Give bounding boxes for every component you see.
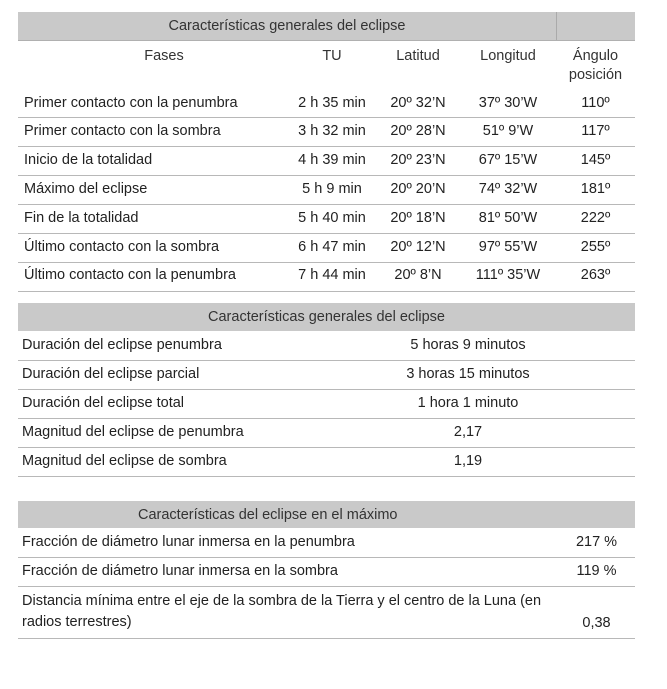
phase-name: Primer contacto con la sombra [24, 123, 221, 139]
table-row [18, 89, 635, 118]
phase-latitude: 20º 8’N [394, 267, 442, 283]
duration-value: 3 horas 15 minutos [406, 366, 530, 382]
header-longitude: Longitud [480, 48, 536, 64]
duration-label: Duración del eclipse parcial [22, 366, 200, 382]
phase-latitude: 20º 20’N [390, 181, 446, 197]
fraction-value: 119 % [576, 563, 617, 579]
phase-angle: 117º [581, 123, 610, 139]
fraction-label: Fracción de diámetro lunar inmersa en la penumbra [22, 534, 355, 550]
phase-latitude: 20º 32’N [390, 95, 446, 111]
duration-label: Duración del eclipse penumbra [22, 337, 222, 353]
phase-angle: 222º [580, 210, 611, 226]
table-row [18, 147, 635, 176]
duration-label: Duración del eclipse total [22, 395, 185, 411]
table-row [18, 390, 635, 419]
phase-name: Primer contacto con la penumbra [24, 95, 238, 111]
phase-latitude: 20º 12’N [390, 239, 446, 255]
phase-angle: 255º [580, 239, 611, 255]
phase-angle: 145º [580, 152, 611, 168]
phase-longitude: 37º 30’W [478, 95, 538, 111]
magnitude-value: 2,17 [453, 424, 483, 440]
header-latitude: Latitud [396, 48, 440, 64]
phase-latitude: 20º 28’N [390, 123, 446, 139]
table-row [18, 558, 635, 587]
table2-title: Características generales del eclipse [208, 309, 445, 325]
table1-title-band [18, 12, 635, 41]
phase-name: Último contacto con la sombra [24, 239, 220, 255]
phase-longitude: 111º 35’W [475, 267, 541, 283]
header-angle-line2: posición [568, 67, 623, 83]
header-angle-line1: Ángulo [572, 48, 619, 64]
table-row [18, 205, 635, 234]
table2-title-band [18, 303, 635, 331]
table-row [18, 529, 635, 558]
table-row [18, 587, 635, 639]
table1-header [18, 47, 635, 89]
table3-title: Características del eclipse en el máximo [138, 506, 398, 523]
phase-name: Máximo del eclipse [24, 181, 148, 197]
table3-title-band [18, 501, 635, 528]
magnitude-value: 1,19 [453, 453, 483, 469]
fraction-label: Fracción de diámetro lunar inmersa en la sombra [22, 563, 338, 579]
header-phases: Fases [144, 48, 184, 64]
phase-tu: 6 h 47 min [298, 239, 366, 255]
magnitude-label: Magnitud del eclipse de sombra [22, 453, 227, 469]
table1-title: Características generales del eclipse [168, 18, 406, 34]
phase-longitude: 51º 9’W [482, 123, 534, 139]
table-row [18, 118, 635, 147]
fraction-value: 217 % [575, 534, 618, 550]
phase-name: Fin de la totalidad [24, 210, 139, 226]
phase-tu: 5 h 9 min [302, 181, 362, 197]
table-row [18, 419, 635, 448]
magnitude-label: Magnitud del eclipse de penumbra [22, 424, 244, 440]
table1-title-divider [556, 12, 557, 40]
phase-angle: 181º [580, 181, 611, 197]
phase-tu: 2 h 35 min [298, 95, 366, 111]
table-row [18, 332, 635, 361]
phase-longitude: 74º 32’W [478, 181, 538, 197]
phase-tu: 5 h 40 min [298, 210, 366, 226]
phase-name: Inicio de la totalidad [24, 152, 153, 168]
distance-value: 0,38 [582, 615, 611, 631]
phase-tu: 4 h 39 min [298, 152, 366, 168]
phase-latitude: 20º 18’N [390, 210, 446, 226]
duration-value: 1 hora 1 minuto [417, 395, 519, 411]
table-row [18, 234, 635, 263]
phase-longitude: 81º 50’W [478, 210, 538, 226]
table-row [18, 263, 635, 292]
phase-angle: 263º [580, 267, 611, 283]
distance-label: Distancia mínima entre el eje de la sombra de la Tierra y el centro de la Luna (en radios terrestres) [22, 593, 542, 630]
table-row [18, 361, 635, 390]
header-tu: TU [322, 48, 342, 64]
duration-value: 5 horas 9 minutos [410, 337, 526, 353]
phase-longitude: 97º 55’W [478, 239, 538, 255]
phase-name: Último contacto con la penumbra [24, 267, 236, 283]
phase-tu: 3 h 32 min [298, 123, 366, 139]
phase-tu: 7 h 44 min [298, 267, 366, 283]
phase-longitude: 67º 15’W [478, 152, 538, 168]
phase-angle: 110º [581, 95, 610, 111]
phase-latitude: 20º 23’N [390, 152, 446, 168]
table-row [18, 176, 635, 205]
table-row [18, 448, 635, 477]
